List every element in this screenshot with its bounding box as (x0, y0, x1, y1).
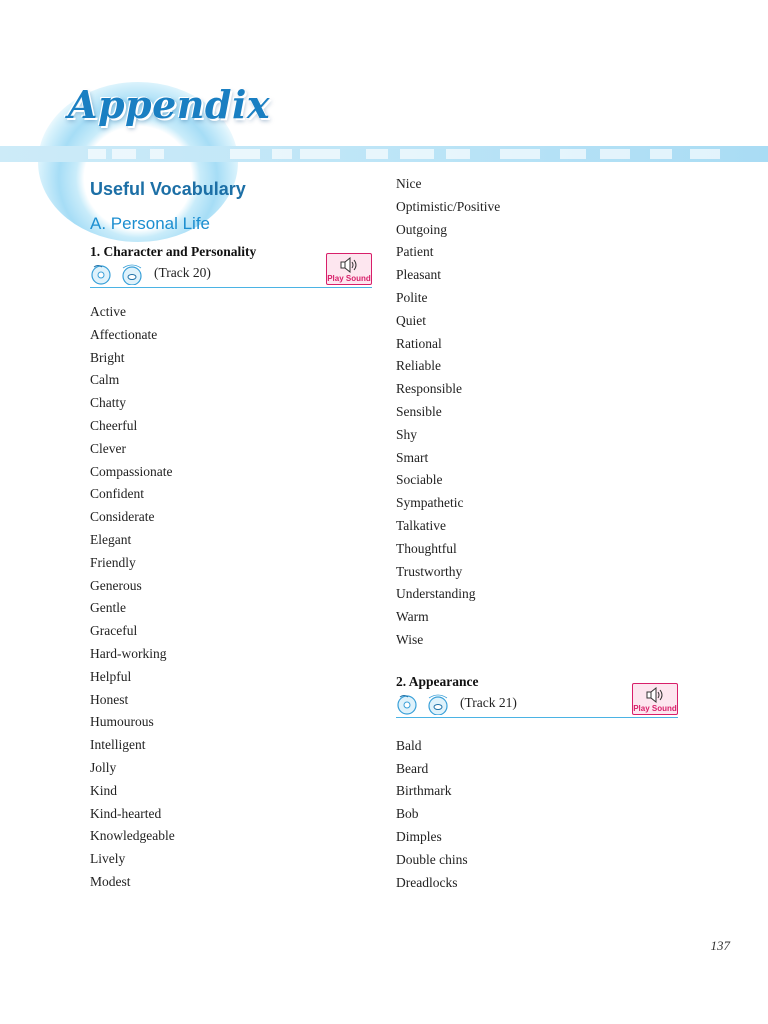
list-item: Trustworthy (396, 563, 463, 579)
list-item: Shy (396, 426, 418, 442)
list-item: Hard-working (90, 645, 167, 661)
list-item: Gentle (90, 600, 126, 616)
list-item: Pleasant (396, 267, 441, 283)
list-item: Bright (90, 349, 125, 365)
appendix-banner (0, 0, 768, 175)
list-item: Sensible (396, 403, 442, 419)
page-number: 137 (710, 938, 730, 953)
list-item: Bald (396, 737, 422, 753)
list-item: Modest (90, 873, 131, 889)
play-sound-button[interactable] (326, 253, 372, 285)
cd-disc-icon (90, 263, 150, 285)
list-item: Calm (90, 372, 120, 388)
list-item: Beard (396, 760, 429, 776)
play-sound-label: Play Sound (327, 274, 371, 283)
list-item: Chatty (90, 395, 126, 411)
list-item: Cheerful (90, 417, 138, 433)
list-item: Sociable (396, 472, 443, 488)
list-item: Kind-hearted (90, 805, 162, 821)
list-item: Honest (90, 691, 129, 707)
track-21-row (396, 692, 678, 718)
list-item: Dreadlocks (396, 874, 458, 890)
list-item: Friendly (90, 554, 136, 570)
section-heading: Useful Vocabulary (90, 179, 246, 199)
list-item: Generous (90, 577, 142, 593)
list-item: Intelligent (90, 737, 146, 753)
right-column (396, 178, 678, 894)
list-item: Quiet (396, 312, 426, 328)
list-item: Considerate (90, 509, 155, 525)
list-item: Understanding (396, 586, 476, 602)
appearance-title: 2. Appearance (396, 673, 479, 689)
list-item: Smart (396, 449, 429, 465)
list-item: Talkative (396, 517, 447, 533)
list-item: Optimistic/Positive (396, 198, 501, 214)
list-item: Thoughtful (396, 540, 457, 556)
list-item: Responsible (396, 381, 462, 397)
list-item: Graceful (90, 623, 138, 639)
list-item: Polite (396, 289, 428, 305)
list-item: Dimples (396, 828, 442, 844)
section-subheading: A. Personal Life (90, 214, 211, 233)
play-sound-label: Play Sound (633, 703, 677, 713)
list-item: Double chins (396, 851, 468, 867)
list-item: Jolly (90, 759, 117, 775)
list-item: Warm (396, 609, 429, 625)
list-item: Reliable (396, 358, 441, 374)
list-item: Active (90, 304, 126, 319)
list-item: Bob (396, 806, 419, 822)
list-item: Sympathetic (396, 495, 464, 511)
list-item: Birthmark (396, 783, 452, 799)
list-item: Patient (396, 244, 434, 260)
play-sound-button[interactable] (632, 683, 678, 715)
list-item: Affectionate (90, 326, 158, 342)
list-item: Lively (90, 851, 126, 867)
track-label: (Track 20) (154, 265, 211, 280)
cd-disc-icon (396, 693, 456, 715)
banner-stripe (0, 146, 768, 162)
list-item: Outgoing (396, 221, 448, 237)
list-item: Compassionate (90, 463, 173, 479)
speaker-icon (338, 257, 360, 273)
list-item: Clever (90, 440, 126, 456)
character-list (90, 301, 372, 894)
character-list-continued (396, 173, 678, 652)
track-label: (Track 21) (460, 694, 517, 710)
list-item: Helpful (90, 668, 132, 684)
list-item: Humourous (90, 714, 154, 730)
left-column (90, 178, 372, 894)
appearance-list (396, 735, 678, 895)
list-item: Elegant (90, 531, 132, 547)
list-item: Nice (396, 176, 422, 191)
list-item: Confident (90, 486, 144, 502)
track-20-row (90, 262, 372, 288)
list-item: Rational (396, 335, 442, 351)
character-title: 1. Character and Personality (90, 244, 257, 259)
list-item: Knowledgeable (90, 828, 175, 844)
page-title: Appendix (68, 82, 271, 127)
list-item: Wise (396, 631, 424, 647)
speaker-icon (644, 687, 666, 703)
list-item: Kind (90, 782, 117, 798)
